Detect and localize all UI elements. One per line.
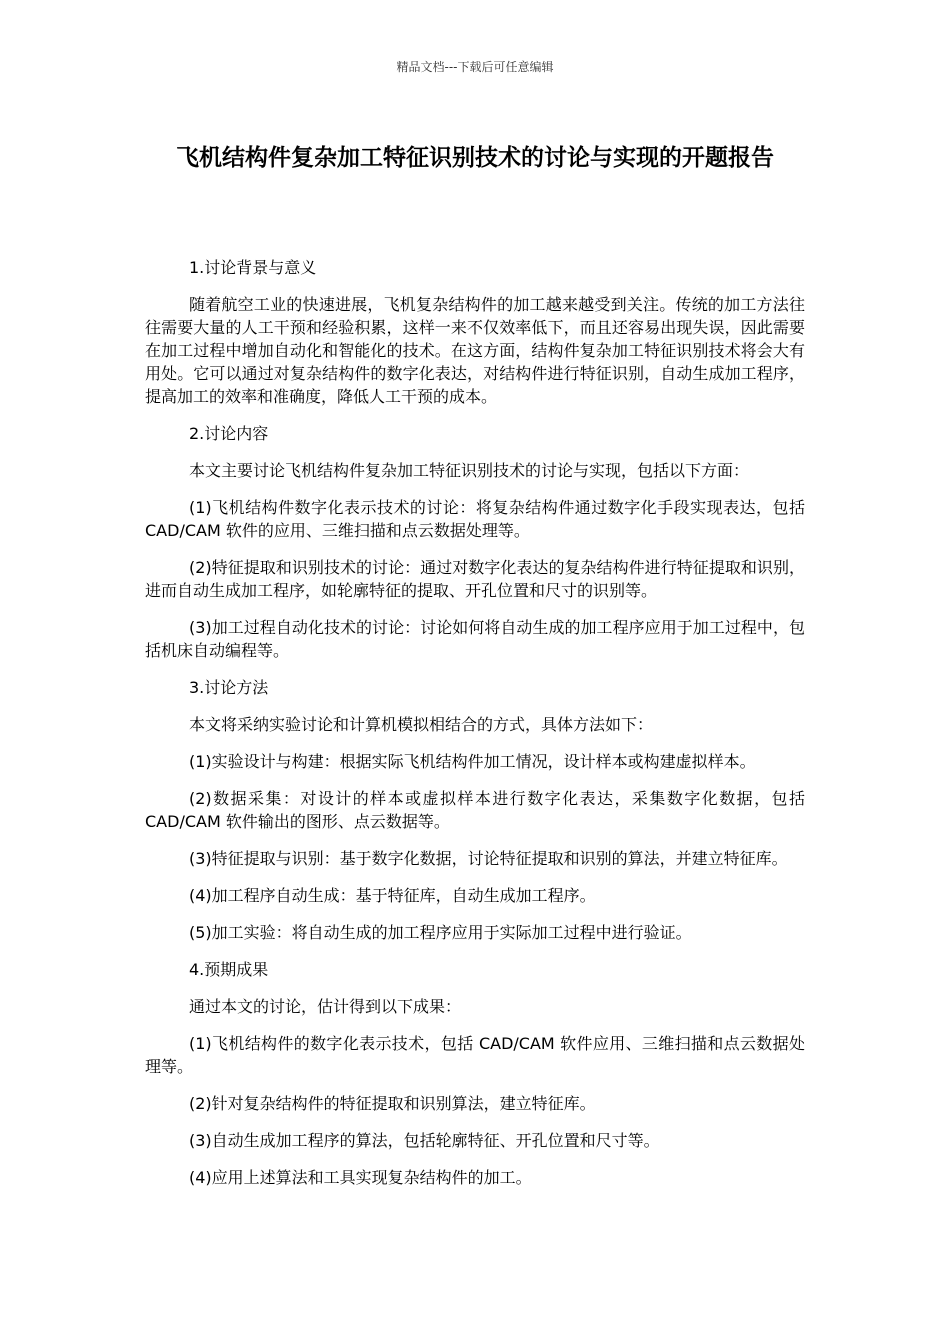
list-item: (3)加工过程自动化技术的讨论：讨论如何将自动生成的加工程序应用于加工过程中，包括机床自动编程等。: [145, 618, 805, 660]
list-item: (2)针对复杂结构件的特征提取和识别算法，建立特征库。: [189, 1094, 596, 1113]
document-title: 飞机结构件复杂加工特征识别技术的讨论与实现的开题报告: [176, 145, 774, 171]
list-item: (2)数据采集：对设计的样本或虚拟样本进行数字化表达，采集数字化数据，包括 CAD/CAM 软件输出的图形、点云数据等。: [145, 789, 805, 831]
list-item: (4)应用上述算法和工具实现复杂结构件的加工。: [189, 1168, 532, 1187]
section-heading: 4.预期成果: [189, 960, 269, 979]
list-item: (4)加工程序自动生成：基于特征库，自动生成加工程序。: [189, 886, 596, 905]
list-item: (1)飞机结构件的数字化表示技术，包括 CAD/CAM 软件应用、三维扫描和点云数据处理等。: [145, 1034, 805, 1076]
document-body: [145, 256, 805, 1203]
list-item: (3)特征提取与识别：基于数字化数据，讨论特征提取和识别的算法，并建立特征库。: [189, 849, 788, 868]
list-item: (5)加工实验：将自动生成的加工程序应用于实际加工过程中进行验证。: [189, 923, 692, 942]
section-heading: 1.讨论背景与意义: [189, 258, 317, 277]
paragraph: 通过本文的讨论，估计得到以下成果：: [189, 997, 462, 1016]
list-item: (2)特征提取和识别技术的讨论：通过对数字化表达的复杂结构件进行特征提取和识别，进而自动生成加工程序，如轮廓特征的提取、开孔位置和尺寸的识别等。: [145, 558, 805, 600]
paragraph: 本文将采纳实验讨论和计算机模拟相结合的方式，具体方法如下：: [189, 715, 654, 734]
section-heading: 3.讨论方法: [189, 678, 269, 697]
list-item: (1)飞机结构件数字化表示技术的讨论：将复杂结构件通过数字化手段实现表达，包括 CAD/CAM 软件的应用、三维扫描和点云数据处理等。: [145, 498, 805, 540]
page-header: 精品文档---下载后可任意编辑: [396, 60, 554, 74]
list-item: (1)实验设计与构建：根据实际飞机结构件加工情况，设计样本或构建虚拟样本。: [189, 752, 756, 771]
paragraph: 本文主要讨论飞机结构件复杂加工特征识别技术的讨论与实现，包括以下方面：: [189, 461, 750, 480]
paragraph: 随着航空工业的快速进展，飞机复杂结构件的加工越来越受到关注。传统的加工方法往往需要大量的人工干预和经验积累，这样一来不仅效率低下，而且还容易出现失误，因此需要在加工过程中增加自动化和智能化的技术。在这方面，结构件复杂加工特征识别技术将会大有用处。它可以通过对复杂结构件的数字化表达，对结构件进行特征识别，自动生成加工程序，提高加工的效率和准确度，降低人工干预的成本。: [145, 295, 805, 406]
list-item: (3)自动生成加工程序的算法，包括轮廓特征、开孔位置和尺寸等。: [189, 1131, 660, 1150]
section-heading: 2.讨论内容: [189, 424, 269, 443]
